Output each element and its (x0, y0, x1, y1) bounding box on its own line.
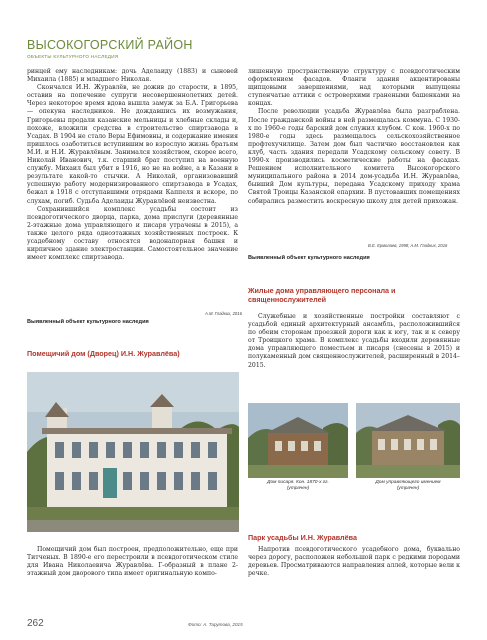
bottom-left-column (27, 546, 238, 578)
right-paragraph-2: После революции усадьба Журавлёва была разграблена. После гражданской войны в ней размещалась коммуна. С 1930-х по 1960-е годы барский дом служил клубом. С кон. 1960-х по 1980-е годы здесь размещалось сельскохозяйственное профтехучилище. Затем дом был частично восстановлен как клуб, часть здания передали Усадскому сельскому совету. В 1990-х производились косметические работы на фасадах. Решением исполнительного комитета Высокогорского муниципального района в 2014 дом-усадьба И.Н. Журавлёва, бывший Дом культуры, передана Усадскому приходу храма Святой Троицы Казанской епархии. В пустовавших помещениях собирались разместить воскресную школу для детей прихожан. (248, 108, 460, 205)
left-credit: А.М. Гладких, 2016 (205, 311, 242, 316)
park-paragraph: Напротив псевдоготического усадебного дома, буквально через дорогу, расположен небольшой парк с редкими породами деревьев. Просматриваются направления аллей, которые вели к речке. (248, 546, 460, 578)
right-section-heading: Жилые дома управляющего персонала и священнослужителей (248, 286, 396, 304)
park-heading: Парк усадьбы И.Н. Журавлёва (248, 533, 357, 542)
scribe-house-caption (248, 480, 348, 492)
bottom-left-paragraph: Помещичий дом был построен, предположительно, еще при Титченых. В 1890-е его перестроили в псевдоготическом стиле для Ивана Николаевича Журавлёва. Г-образный в плане 2-этажный дом дворового типа имеет оригинальную компо- (27, 546, 238, 578)
right-column (248, 68, 460, 206)
header-title: ВЫСОКОГОРСКИЙ РАЙОН (27, 38, 193, 52)
left-paragraph-3: Сохранившийся комплекс усадьбы состоит из псевдоготического дворца, парка, дома прислуги (деревянные 2-этажные дома управляющего и писаря утрачены в 2015), а также целого ряда одноэтажных хозяйственных построек. К усадебному составу относятся водонапорная башня и кирпичное здание электростанции. Самостоятельное значение имеет комплекс спиртзавода. (27, 205, 238, 262)
left-section-label: Выявленный объект культурного наследия (27, 319, 149, 325)
right-paragraph-3: Служебные и хозяйственные постройки составляют с усадьбой единый архитектурный ансамбль, расположившийся по обеим сторонам проезжей дороги как к югу, так и к северу от Троицкого храма. В комплекс усадьбы входили деревянные дома управляющего поместьем и писаря (снесены в 2015) и полукаменный дом священнослужителей, расширенный в 2014–2015. (248, 313, 460, 369)
left-paragraph-1: ринцей ему наследникам: дочь Аделаиду (1883) и сыновей Михаила (1885) и младшего Николая. (27, 68, 238, 84)
scribe-house-caption-line2: (утрачен) (286, 486, 310, 491)
manager-house-caption (356, 480, 460, 492)
left-column (27, 68, 238, 262)
scribe-house-photo (248, 403, 348, 478)
photo-credit-footer: Фото: А. Тарутова, 2015 (188, 622, 243, 627)
right-section-label: Выявленный объект культурного наследия (248, 255, 370, 261)
page-number: 262 (27, 618, 44, 629)
left-paragraph-2: Скончался И.Н. Журавлёв, не дожив до старости, в 1895, оставив на попечение супруги несовершеннолетних детей. Через некоторое время вдова вышла замуж за Б.А. Григорьева — опекуна наследников. Не дождавшись их возмужания, Григорьевы продали казанские мельницы и хлебные склады и, похоже, вложили средства в строительство спиртзавода в Усадах. В 1904 не стало Веры Ефимовны, и содержание имения пришлось озаботиться вступившим во взрослую жизнь братьям М.И. и Н.И. Журавлёвым. Занимался хозяйством, скорее всего, Николай Иванович, т.к. старший брат поступил на военную службу. Михаил был убит в 1916, но не на войне, а в Казани в результате какой-то стычки. А Николай, организовавший успешную работу модернизированного спиртзавода в Усадах, бежал в 1918 с отступавшими отрядами Каппеля и вскоре, по слухам, погиб. Судьба Аделаиды Журавлёвой неизвестна. (27, 84, 238, 205)
manager-house-caption-line2: (утрачен) (396, 486, 420, 491)
right-paragraph-1: лишенную пространственную структуру с псевдоготическим оформлением фасадов. Фланги здания акцентированы щипцовыми завершениями, над которыми выпущены ступенчатые аттики с островерхими гранеными башенками на концах. (248, 68, 460, 108)
left-section-heading: Помещичий дом (Дворец) И.Н. Журавлёва) (27, 349, 180, 358)
bottom-right-column (248, 546, 460, 578)
manager-house-photo (356, 403, 460, 478)
right-column-2 (248, 313, 460, 370)
manager-house-caption-line1: Дом управляющего имением (375, 480, 441, 485)
scribe-house-caption-line1: Дом писаря. Кон. 1870-х гг. (267, 480, 329, 485)
header-subtitle: ОБЪЕКТЫ КУЛЬТУРНОГО НАСЛЕДИЯ (27, 54, 119, 59)
palace-photo (27, 372, 239, 532)
right-credit: В.Е. Ермолаев, 1998; А.М. Гладких, 2016 (368, 243, 448, 248)
